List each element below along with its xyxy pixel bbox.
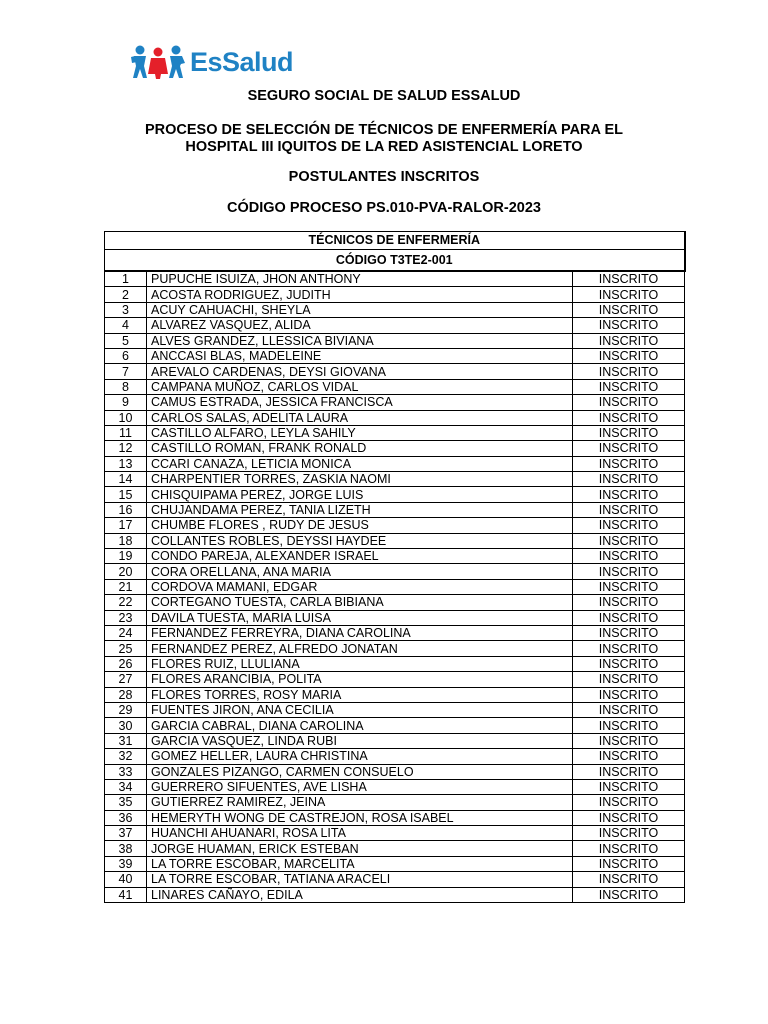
row-number: 25 xyxy=(105,641,147,656)
table-row xyxy=(105,456,685,471)
applicant-name: CHISQUIPAMA PEREZ, JORGE LUIS xyxy=(147,487,573,502)
table-row xyxy=(105,502,685,517)
applicant-name: FERNANDEZ PEREZ, ALFREDO JONATAN xyxy=(147,641,573,656)
applicant-name: CAMPANA MUÑOZ, CARLOS VIDAL xyxy=(147,379,573,394)
row-number: 40 xyxy=(105,872,147,887)
table-row xyxy=(105,749,685,764)
row-number: 38 xyxy=(105,841,147,856)
status-cell: INSCRITO xyxy=(573,810,685,825)
status-cell: INSCRITO xyxy=(573,826,685,841)
applicant-name: ACOSTA RODRIGUEZ, JUDITH xyxy=(147,287,573,302)
table-row xyxy=(105,333,685,348)
table-code: CÓDIGO T3TE2-001 xyxy=(105,250,685,272)
row-number: 32 xyxy=(105,749,147,764)
status-cell: INSCRITO xyxy=(573,564,685,579)
status-cell: INSCRITO xyxy=(573,841,685,856)
status-cell: INSCRITO xyxy=(573,641,685,656)
table-row xyxy=(105,348,685,363)
row-number: 36 xyxy=(105,810,147,825)
table-row xyxy=(105,718,685,733)
row-number: 37 xyxy=(105,826,147,841)
status-cell: INSCRITO xyxy=(573,379,685,394)
row-number: 24 xyxy=(105,625,147,640)
applicant-name: AREVALO CARDENAS, DEYSI GIOVANA xyxy=(147,364,573,379)
row-number: 41 xyxy=(105,887,147,902)
applicant-name: CORA ORELLANA, ANA MARIA xyxy=(147,564,573,579)
row-number: 30 xyxy=(105,718,147,733)
table-row xyxy=(105,410,685,425)
applicant-name: CONDO PAREJA, ALEXANDER ISRAEL xyxy=(147,549,573,564)
table-row xyxy=(105,364,685,379)
applicant-name: COLLANTES ROBLES, DEYSSI HAYDEE xyxy=(147,533,573,548)
table-row xyxy=(105,687,685,702)
applicant-name: FUENTES JIRON, ANA CECILIA xyxy=(147,702,573,717)
table-row xyxy=(105,656,685,671)
row-number: 29 xyxy=(105,702,147,717)
row-number: 8 xyxy=(105,379,147,394)
table-row xyxy=(105,826,685,841)
applicant-name: LA TORRE ESCOBAR, TATIANA ARACELI xyxy=(147,872,573,887)
essalud-logo xyxy=(131,42,293,82)
status-cell: INSCRITO xyxy=(573,333,685,348)
table-row xyxy=(105,318,685,333)
row-number: 17 xyxy=(105,518,147,533)
status-cell: INSCRITO xyxy=(573,656,685,671)
row-number: 34 xyxy=(105,779,147,794)
row-number: 21 xyxy=(105,579,147,594)
row-number: 14 xyxy=(105,472,147,487)
process-title-line-1: PROCESO DE SELECCIÓN DE TÉCNICOS DE ENFERMERÍA PARA EL xyxy=(144,122,623,138)
status-cell: INSCRITO xyxy=(573,395,685,410)
table-row xyxy=(105,764,685,779)
table-row xyxy=(105,872,685,887)
row-number: 11 xyxy=(105,425,147,440)
table-row xyxy=(105,425,685,440)
row-number: 35 xyxy=(105,795,147,810)
status-cell: INSCRITO xyxy=(573,549,685,564)
applicant-name: GUERRERO SIFUENTES, AVE LISHA xyxy=(147,779,573,794)
row-number: 7 xyxy=(105,364,147,379)
row-number: 26 xyxy=(105,656,147,671)
table-code-row xyxy=(105,250,685,272)
status-cell: INSCRITO xyxy=(573,856,685,871)
applicant-name: ACUY CAHUACHI, SHEYLA xyxy=(147,302,573,317)
applicant-name: FLORES ARANCIBIA, POLITA xyxy=(147,672,573,687)
table-row xyxy=(105,625,685,640)
table-row xyxy=(105,271,685,287)
table-row xyxy=(105,395,685,410)
table-row xyxy=(105,672,685,687)
row-number: 4 xyxy=(105,318,147,333)
applicant-name: GARCIA VASQUEZ, LINDA RUBI xyxy=(147,733,573,748)
table-row xyxy=(105,533,685,548)
process-code: CÓDIGO PROCESO PS.010-PVA-RALOR-2023 xyxy=(227,200,541,216)
row-number: 13 xyxy=(105,456,147,471)
row-number: 20 xyxy=(105,564,147,579)
status-cell: INSCRITO xyxy=(573,872,685,887)
row-number: 33 xyxy=(105,764,147,779)
applicant-name: CASTILLO ALFARO, LEYLA SAHILY xyxy=(147,425,573,440)
table-row xyxy=(105,779,685,794)
applicant-name: LINARES CAÑAYO, EDILA xyxy=(147,887,573,902)
row-number: 16 xyxy=(105,502,147,517)
row-number: 23 xyxy=(105,610,147,625)
applicant-name: GUTIERREZ RAMIREZ, JEINA xyxy=(147,795,573,810)
applicant-name: CAMUS ESTRADA, JESSICA FRANCISCA xyxy=(147,395,573,410)
subtitle: POSTULANTES INSCRITOS xyxy=(288,169,480,185)
status-cell: INSCRITO xyxy=(573,887,685,902)
row-number: 28 xyxy=(105,687,147,702)
table-title-row xyxy=(105,232,685,250)
status-cell: INSCRITO xyxy=(573,271,685,287)
status-cell: INSCRITO xyxy=(573,410,685,425)
status-cell: INSCRITO xyxy=(573,795,685,810)
status-cell: INSCRITO xyxy=(573,502,685,517)
table-row xyxy=(105,702,685,717)
table-row xyxy=(105,610,685,625)
applicant-name: CCARI CANAZA, LETICIA MONICA xyxy=(147,456,573,471)
applicant-name: JORGE HUAMAN, ERICK ESTEBAN xyxy=(147,841,573,856)
status-cell: INSCRITO xyxy=(573,348,685,363)
status-cell: INSCRITO xyxy=(573,595,685,610)
applicant-name: ALVAREZ VASQUEZ, ALIDA xyxy=(147,318,573,333)
applicant-name: FLORES TORRES, ROSY MARIA xyxy=(147,687,573,702)
applicant-name: PUPUCHE ISUIZA, JHON ANTHONY xyxy=(147,271,573,287)
table-row xyxy=(105,579,685,594)
applicant-name: CARLOS SALAS, ADELITA LAURA xyxy=(147,410,573,425)
row-number: 19 xyxy=(105,549,147,564)
status-cell: INSCRITO xyxy=(573,579,685,594)
table-row xyxy=(105,733,685,748)
status-cell: INSCRITO xyxy=(573,749,685,764)
table-row xyxy=(105,795,685,810)
row-number: 1 xyxy=(105,271,147,287)
row-number: 39 xyxy=(105,856,147,871)
process-title-line-2: HOSPITAL III IQUITOS DE LA RED ASISTENCIAL LORETO xyxy=(185,139,583,155)
status-cell: INSCRITO xyxy=(573,302,685,317)
process-title xyxy=(0,122,768,156)
family-figures-icon xyxy=(131,44,187,80)
row-number: 18 xyxy=(105,533,147,548)
status-cell: INSCRITO xyxy=(573,472,685,487)
status-cell: INSCRITO xyxy=(573,456,685,471)
applicant-name: DAVILA TUESTA, MARIA LUISA xyxy=(147,610,573,625)
applicant-name: FLORES RUIZ, LLULIANA xyxy=(147,656,573,671)
row-number: 31 xyxy=(105,733,147,748)
table-row xyxy=(105,549,685,564)
status-cell: INSCRITO xyxy=(573,441,685,456)
row-number: 10 xyxy=(105,410,147,425)
applicant-name: CHARPENTIER TORRES, ZASKIA NAOMI xyxy=(147,472,573,487)
applicant-name: FERNANDEZ FERREYRA, DIANA CAROLINA xyxy=(147,625,573,640)
table-row xyxy=(105,441,685,456)
table-row xyxy=(105,287,685,302)
status-cell: INSCRITO xyxy=(573,425,685,440)
table-row xyxy=(105,887,685,902)
status-cell: INSCRITO xyxy=(573,318,685,333)
table-row xyxy=(105,472,685,487)
table-row xyxy=(105,564,685,579)
status-cell: INSCRITO xyxy=(573,610,685,625)
table-title: TÉCNICOS DE ENFERMERÍA xyxy=(105,232,685,250)
status-cell: INSCRITO xyxy=(573,687,685,702)
applicant-name: GONZALES PIZANGO, CARMEN CONSUELO xyxy=(147,764,573,779)
applicant-name: HEMERYTH WONG DE CASTREJON, ROSA ISABEL xyxy=(147,810,573,825)
table-row xyxy=(105,841,685,856)
status-cell: INSCRITO xyxy=(573,702,685,717)
applicant-name: LA TORRE ESCOBAR, MARCELITA xyxy=(147,856,573,871)
row-number: 5 xyxy=(105,333,147,348)
applicant-name: CORDOVA MAMANI, EDGAR xyxy=(147,579,573,594)
status-cell: INSCRITO xyxy=(573,625,685,640)
row-number: 9 xyxy=(105,395,147,410)
row-number: 15 xyxy=(105,487,147,502)
table-row xyxy=(105,595,685,610)
row-number: 2 xyxy=(105,287,147,302)
applicant-name: HUANCHI AHUANARI, ROSA LITA xyxy=(147,826,573,841)
table-row xyxy=(105,518,685,533)
applicant-name: CHUMBE FLORES , RUDY DE JESUS xyxy=(147,518,573,533)
status-cell: INSCRITO xyxy=(573,764,685,779)
row-number: 6 xyxy=(105,348,147,363)
status-cell: INSCRITO xyxy=(573,718,685,733)
status-cell: INSCRITO xyxy=(573,487,685,502)
table-row xyxy=(105,810,685,825)
applicant-name: ALVES GRANDEZ, LLESSICA BIVIANA xyxy=(147,333,573,348)
table-row xyxy=(105,487,685,502)
applicant-name: GOMEZ HELLER, LAURA CHRISTINA xyxy=(147,749,573,764)
status-cell: INSCRITO xyxy=(573,733,685,748)
applicant-name: CHUJANDAMA PEREZ, TANIA LIZETH xyxy=(147,502,573,517)
table-row xyxy=(105,379,685,394)
row-number: 22 xyxy=(105,595,147,610)
table-row xyxy=(105,856,685,871)
logo-text: EsSalud xyxy=(190,46,294,77)
applicant-name: ANCCASI BLAS, MADELEINE xyxy=(147,348,573,363)
table-row xyxy=(105,641,685,656)
table-row xyxy=(105,302,685,317)
status-cell: INSCRITO xyxy=(573,518,685,533)
applicants-table xyxy=(104,231,686,903)
applicant-name: GARCIA CABRAL, DIANA CAROLINA xyxy=(147,718,573,733)
status-cell: INSCRITO xyxy=(573,779,685,794)
applicant-name: CORTEGANO TUESTA, CARLA BIBIANA xyxy=(147,595,573,610)
status-cell: INSCRITO xyxy=(573,672,685,687)
institution-title: SEGURO SOCIAL DE SALUD ESSALUD xyxy=(247,88,521,104)
row-number: 12 xyxy=(105,441,147,456)
applicant-name: CASTILLO ROMAN, FRANK RONALD xyxy=(147,441,573,456)
status-cell: INSCRITO xyxy=(573,364,685,379)
row-number: 3 xyxy=(105,302,147,317)
status-cell: INSCRITO xyxy=(573,287,685,302)
row-number: 27 xyxy=(105,672,147,687)
status-cell: INSCRITO xyxy=(573,533,685,548)
